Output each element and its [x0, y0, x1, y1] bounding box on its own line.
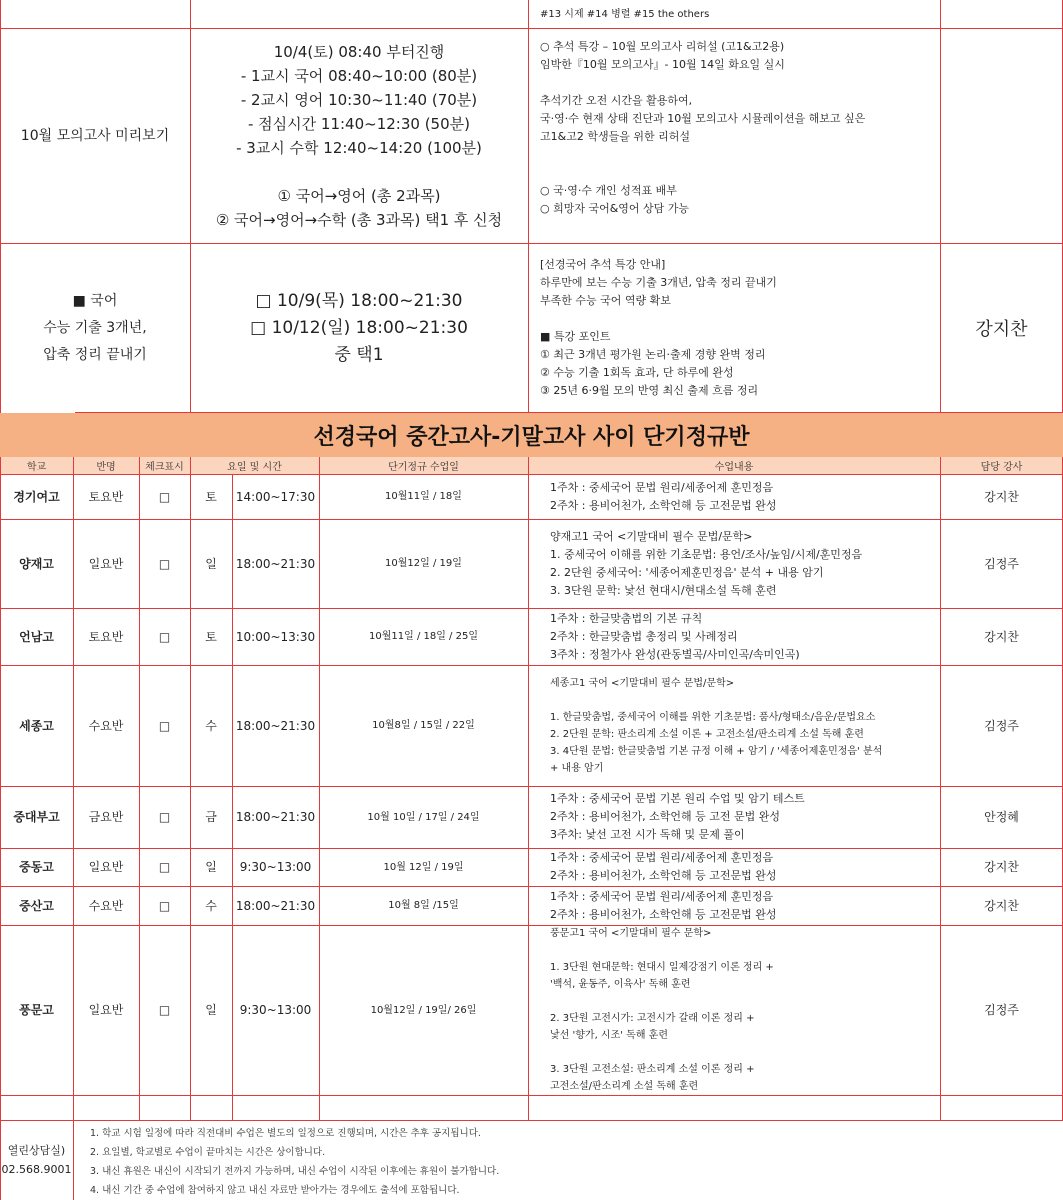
row-school-text: 양재고: [19, 556, 54, 571]
contact-text: 열린상담실) 02.568.9001: [1, 1144, 72, 1176]
note-text: 3. 내신 휴원은 내신이 시작되기 전까지 가능하며, 내신 수업이 시작된 이후에는 휴원이 불가합니다.: [90, 1166, 500, 1177]
row-class: [73, 786, 139, 848]
row-time: [232, 608, 319, 665]
row-teacher: [940, 925, 1063, 1095]
note-item: [90, 1144, 325, 1158]
row-teacher: [940, 848, 1063, 886]
row-checkbox[interactable]: [139, 786, 190, 848]
row-teacher: [940, 665, 1063, 786]
row-day-text: 금: [205, 810, 217, 824]
row-dates-text: 10월12일 / 19일/ 26일: [370, 1004, 477, 1016]
row-checkbox[interactable]: [139, 519, 190, 608]
header-daytime: [190, 457, 319, 474]
row-time-text: 14:00~17:30: [235, 489, 316, 504]
grid-line: [940, 0, 941, 413]
row-class-text: 수요반: [88, 898, 124, 913]
grid-line: [0, 848, 1063, 849]
row-school-text: 중대부고: [13, 810, 60, 824]
row-content-text: 1주차 : 중세국어 문법 원리/세종어제 훈민정음 2주차 : 용비어천가, 소학언해 등 고전문법 완성: [550, 889, 777, 921]
banner-title: 선경국어 중간고사-기말고사 사이 단기정규반: [313, 424, 750, 450]
row-content: [528, 925, 940, 1095]
row-dates-text: 10월11일 / 18일: [385, 491, 462, 502]
row-class: [73, 608, 139, 665]
row-checkbox[interactable]: [139, 848, 190, 886]
row-day-text: 일: [205, 1003, 217, 1017]
row-teacher-text: 강지찬: [984, 489, 1019, 504]
row-time-text: 9:30~13:00: [239, 860, 312, 874]
row-class-text: 일요반: [88, 860, 124, 874]
row-dates: [319, 848, 528, 886]
note-text: 4. 내신 기간 중 수업에 참여하지 않고 내신 자료만 받아가는 경우에도 출석에 포함됩니다.: [90, 1185, 460, 1196]
row-day-text: 일: [205, 556, 217, 571]
grid-line: [0, 457, 1, 1200]
row-school: [0, 886, 73, 925]
row-dates-text: 10월 12일 / 19일: [383, 861, 464, 873]
row-school-text: 세종고: [19, 718, 54, 733]
top-row-content: [528, 0, 940, 28]
grid-line: [0, 608, 1063, 609]
grid-line: [139, 457, 140, 1120]
row-dates-text: 10월 8일 /15일: [388, 900, 459, 911]
row-school: [0, 519, 73, 608]
row-day-text: 일: [205, 860, 217, 874]
row-school-text: 언남고: [19, 629, 54, 644]
row-class-text: 수요반: [88, 718, 124, 733]
korean-special-title-text: ■ 국어 수능 기출 3개년, 압축 정리 끝내기: [43, 292, 147, 363]
row-day: [190, 519, 232, 608]
korean-special-schedule: [190, 243, 528, 413]
row-class: [73, 848, 139, 886]
row-day-text: 토: [205, 489, 217, 504]
header-daytime-text: 요일 및 시간: [227, 462, 282, 473]
row-checkbox[interactable]: [139, 925, 190, 1095]
note-text: 1. 학교 시험 일정에 따라 직전대비 수업은 별도의 일정으로 진행되며, 시간은 추후 공지됩니다.: [90, 1128, 481, 1139]
header-content: [528, 457, 940, 474]
row-day-text: 토: [205, 629, 217, 644]
korean-special-teacher: [940, 243, 1063, 413]
row-day: [190, 665, 232, 786]
grid-line: [0, 925, 1063, 926]
row-checkbox-glyph[interactable]: □: [158, 629, 171, 644]
row-time-text: 18:00~21:30: [235, 718, 316, 733]
grid-line: [0, 886, 1063, 887]
row-content-text: 풍문고1 국어 <기말대비 필수 문학> 1. 3단원 현대문학: 현대시 일제강점기 이론 정리 + '백석, 윤동주, 이육사' 독해 훈련 2. 3단원 고전시가: 고전시가 갈래 이론 정리 + 낯선 '향가, 시조' 독해 훈련 3. 3단원 고전소설: 판소리계 소설 이론 정리 + 고전소설/판소리계 소설 독해 훈련: [550, 928, 774, 1092]
row-dates-text: 10월11일 / 18일 / 25일: [369, 631, 478, 642]
row-time: [232, 519, 319, 608]
grid-line: [73, 457, 74, 1200]
row-content: [528, 665, 940, 786]
row-school: [0, 848, 73, 886]
grid-line: [0, 474, 1063, 475]
row-time: [232, 665, 319, 786]
korean-special-description-text: [선경국어 추석 특강 안내] 하루만에 보는 수능 기출 3개년, 압축 정리 끝내기 부족한 수능 국어 역량 확보 ■ 특강 포인트 ① 최근 3개년 평가원 논리·출제 경향 완벽 정리 ② 수능 기출 1회독 효과, 단 하루에 완성 ③ 25년 6·9월 모의 반영 최신 출제 흐름 정리: [540, 258, 777, 397]
row-time-text: 9:30~13:00: [239, 1003, 312, 1017]
header-class: [73, 457, 139, 474]
grid-line: [940, 457, 941, 1120]
header-dates: [319, 457, 528, 474]
header-teacher-text: 담당 강사: [980, 462, 1023, 473]
row-day: [190, 925, 232, 1095]
row-class-text: 일요반: [88, 556, 124, 571]
row-teacher-text: 안정혜: [984, 810, 1019, 824]
mock-exam-title: [0, 28, 190, 243]
row-school-text: 경기여고: [13, 489, 60, 504]
row-checkbox-glyph[interactable]: □: [158, 556, 171, 571]
grid-line: [0, 243, 1063, 244]
row-teacher-text: 김정주: [984, 556, 1019, 571]
row-content: [528, 848, 940, 886]
row-dates: [319, 665, 528, 786]
row-dates-text: 10월12일 / 19일: [385, 558, 462, 569]
grid-line: [0, 28, 1063, 29]
row-teacher-text: 강지찬: [984, 860, 1019, 874]
row-checkbox-glyph[interactable]: □: [158, 898, 171, 913]
header-check: [139, 457, 190, 474]
grid-line: [75, 412, 1063, 413]
row-time: [232, 886, 319, 925]
header-teacher: [940, 457, 1063, 474]
row-time: [232, 474, 319, 519]
row-school: [0, 474, 73, 519]
grid-line: [528, 0, 529, 413]
row-school: [0, 925, 73, 1095]
row-teacher-text: 김정주: [984, 1003, 1019, 1017]
row-content: [528, 474, 940, 519]
note-text: 2. 요일별, 학교별로 수업이 끝마치는 시간은 상이합니다.: [90, 1147, 326, 1158]
mock-exam-description-text: ○ 추석 특강 – 10월 모의고사 리허설 (고1&고2용) 임박한『10월 모의고사』- 10월 14일 화요일 실시 추석기간 오전 시간을 활용하여, 국·영·수 현재 상태 진단과 10월 모의고사 시뮬레이션을 해보고 싶은 고1&고2 학생들을 위한 리허설 ○ 국·영·수 개인 성적표 배부 ○ 희망자 국어&영어 상담 가능: [540, 40, 866, 215]
row-content-text: 세종고1 국어 <기말대비 필수 문법/문학> 1. 한글맞춤법, 중세국어 이해를 위한 기초문법: 품사/형태소/음운/문법요소 2. 2단원 문학: 판소리계 소설 이론 + 고전소설/판소리계 소설 독해 훈련 3. 4단원 문법: 한글맞춤법 기본 규정 이해 + 암기 / '세종어제훈민정음' 분석 + 내용 암기: [550, 677, 883, 774]
grid-line: [190, 0, 191, 413]
header-content-text: 수업내용: [714, 462, 754, 473]
row-checkbox-glyph[interactable]: □: [158, 718, 171, 733]
note-item: [90, 1125, 481, 1139]
row-time-text: 18:00~21:30: [235, 556, 316, 571]
row-teacher-text: 강지찬: [984, 629, 1019, 644]
row-checkbox[interactable]: [139, 665, 190, 786]
row-dates: [319, 608, 528, 665]
row-day: [190, 848, 232, 886]
row-teacher-text: 김정주: [984, 718, 1019, 733]
contact-info: [0, 1120, 73, 1200]
korean-special-title: [0, 243, 190, 413]
row-class: [73, 474, 139, 519]
note-item: [90, 1182, 460, 1196]
row-teacher: [940, 519, 1063, 608]
row-day: [190, 786, 232, 848]
mock-exam-schedule-text: 10/4(토) 08:40 부터진행 - 1교시 국어 08:40~10:00 (80분) - 2교시 영어 10:30~11:40 (70분) - 점심시간 11:40~12:30 (50분) - 3교시 수학 12:40~14:20 (100분) ① 국어→영어 (총 2과목) ② 국어→영어→수학 (총 3과목) 택1 후 신청: [215, 42, 503, 229]
row-time-text: 18:00~21:30: [235, 898, 316, 913]
header-school-text: 학교: [26, 462, 47, 473]
row-content-text: 1주차 : 중세국어 문법 원리/세종어제 훈민정음 2주차 : 용비어천가, 소학언해 등 고전문법 완성: [550, 851, 777, 882]
row-dates: [319, 519, 528, 608]
row-school-text: 중동고: [19, 860, 54, 874]
row-day-text: 수: [205, 898, 217, 913]
row-content: [528, 786, 940, 848]
top-row-text: #13 시제 #14 병렬 #15 the others: [540, 8, 710, 20]
grid-line: [0, 786, 1063, 787]
row-class: [73, 886, 139, 925]
row-time-text: 10:00~13:30: [235, 629, 316, 644]
row-content-text: 양재고1 국어 <기말대비 필수 문법/문학> 1. 중세국어 이해를 위한 기초문법: 용언/조사/높임/시제/훈민정음 2. 2단원 중세국어: '세종어제훈민정음' 분석 + 내용 암기 3. 3단원 문학: 낯선 현대시/현대소설 독해 훈련: [550, 529, 863, 597]
row-class-text: 토요반: [88, 629, 124, 644]
row-school: [0, 786, 73, 848]
row-day: [190, 886, 232, 925]
header-class-text: 반명: [96, 462, 116, 473]
row-dates: [319, 925, 528, 1095]
mock-exam-description: [528, 28, 940, 243]
row-teacher: [940, 886, 1063, 925]
grid-line: [319, 457, 320, 1120]
row-checkbox[interactable]: [139, 886, 190, 925]
row-checkbox-glyph[interactable]: □: [158, 489, 171, 504]
row-class: [73, 665, 139, 786]
header-dates-text: 단기정규 수업일: [388, 462, 459, 473]
row-dates: [319, 474, 528, 519]
grid-line: [0, 1095, 1063, 1096]
row-day: [190, 474, 232, 519]
row-school-text: 중산고: [19, 898, 54, 913]
note-item: [90, 1163, 499, 1177]
row-time-text: 18:00~21:30: [235, 810, 316, 824]
row-content: [528, 519, 940, 608]
grid-line: [190, 457, 191, 1120]
row-class-text: 토요반: [88, 489, 124, 504]
row-checkbox-glyph[interactable]: □: [158, 810, 171, 824]
row-day: [190, 608, 232, 665]
korean-special-schedule-text: □ 10/9(목) 18:00~21:30 □ 10/12(일) 18:00~21:30 중 택1: [250, 290, 468, 365]
row-content: [528, 886, 940, 925]
row-checkbox-glyph[interactable]: □: [158, 860, 171, 874]
grid-line: [528, 457, 529, 1120]
row-checkbox[interactable]: [139, 608, 190, 665]
row-dates-text: 10월 10일 / 17일 / 24일: [367, 811, 480, 823]
row-time: [232, 848, 319, 886]
row-day-text: 수: [205, 718, 217, 733]
row-checkbox-glyph[interactable]: □: [158, 1003, 171, 1017]
row-class: [73, 925, 139, 1095]
mock-exam-schedule: [190, 28, 528, 243]
row-teacher: [940, 474, 1063, 519]
row-school: [0, 608, 73, 665]
grid-line: [0, 665, 1063, 666]
row-school-text: 풍문고: [19, 1003, 54, 1017]
row-teacher: [940, 786, 1063, 848]
row-time: [232, 786, 319, 848]
grid-line: [0, 0, 1, 413]
row-class-text: 금요반: [88, 810, 124, 824]
row-dates: [319, 786, 528, 848]
row-dates-text: 10월8일 / 15일 / 22일: [372, 720, 475, 731]
header-check-text: 체크표시: [145, 462, 184, 473]
mock-exam-title-text: 10월 모의고사 미리보기: [20, 127, 170, 144]
grid-line: [0, 1120, 1063, 1121]
header-school: [0, 457, 73, 474]
row-teacher: [940, 608, 1063, 665]
korean-special-description: [528, 243, 940, 413]
row-content-text: 1주차 : 중세국어 문법 원리/세종어제 훈민정음 2주차 : 용비어천가, 소학언해 등 고전문법 완성: [550, 480, 777, 512]
korean-special-teacher-text: 강지찬: [975, 319, 1028, 340]
row-content-text: 1주차 : 한글맞춤법의 기본 규칙 2주차 : 한글맞춤법 총정리 및 사례정리 3주차 : 정철가사 완성(관동별곡/사미인곡/속미인곡): [550, 611, 800, 661]
grid-line: [0, 519, 1063, 520]
row-teacher-text: 강지찬: [984, 898, 1019, 913]
row-content-text: 1주차 : 중세국어 문법 기본 원리 수업 및 암기 테스트 2주차 : 용비어천가, 소학언해 등 고전 문법 완성 3주차: 낯선 고전 시가 독해 및 문제 풀이: [550, 792, 805, 841]
row-content: [528, 608, 940, 665]
row-class: [73, 519, 139, 608]
row-time: [232, 925, 319, 1095]
row-class-text: 일요반: [88, 1003, 124, 1017]
row-dates: [319, 886, 528, 925]
row-checkbox[interactable]: [139, 474, 190, 519]
grid-line: [232, 474, 233, 1120]
row-school: [0, 665, 73, 786]
section-banner: [0, 413, 1063, 457]
